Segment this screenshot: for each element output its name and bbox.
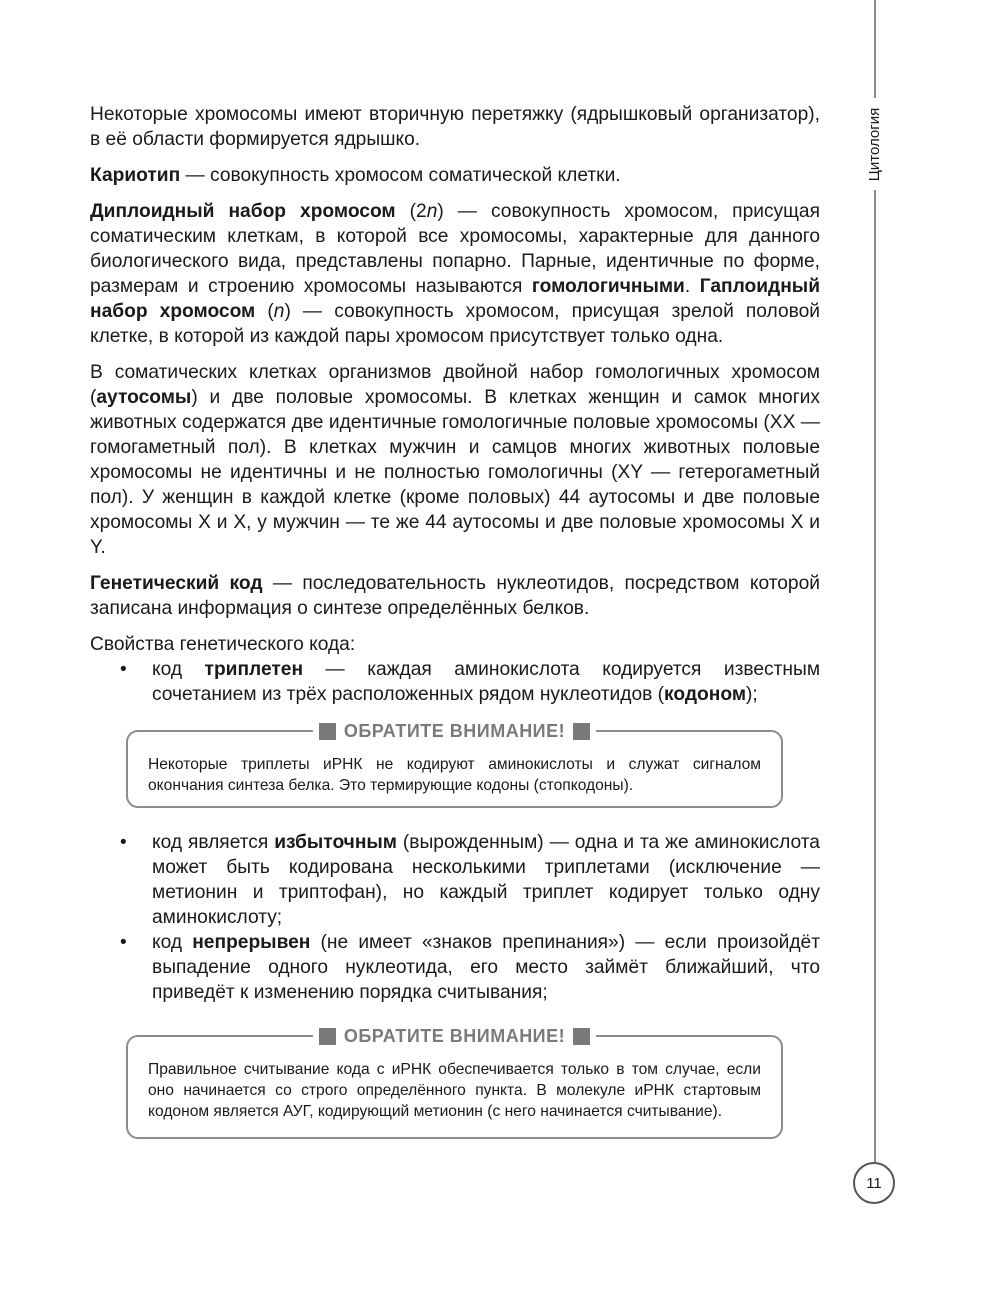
term-codon: кодоном (664, 684, 747, 705)
diploid-text-a: (2 (395, 201, 427, 222)
notice-square-icon (573, 723, 590, 740)
paragraph-diploid-haploid (90, 199, 820, 349)
term-redundant: избыточным (274, 832, 397, 853)
term-genetic-code: Генетический код (90, 573, 263, 594)
bullet-marker: • (120, 659, 127, 680)
paragraph-genetic-code (90, 571, 820, 621)
notice-box-start-codon (126, 1026, 783, 1139)
diploid-n-symbol: n (426, 201, 438, 222)
bullet-marker: • (120, 932, 127, 953)
term-triplet: триплетен (204, 659, 304, 680)
notice-title: ОБРАТИТЕ ВНИМАНИЕ! (343, 721, 566, 741)
bullet-marker: • (120, 832, 127, 853)
notice-box-stop-codons (126, 721, 783, 808)
notice-square-icon (573, 1028, 590, 1045)
paragraph-sex-chromosomes (90, 360, 820, 560)
redundant-text-a: код является (152, 832, 275, 853)
page-content (90, 102, 820, 1139)
paragraph-code-properties-intro: Свойства генетического кода: (90, 634, 356, 655)
continuous-text-a: код (152, 932, 193, 953)
term-karyotype: Кариотип (90, 165, 181, 186)
notice-title: ОБРАТИТЕ ВНИМАНИЕ! (343, 1026, 566, 1046)
triplet-text-b: — каждая аминокислота кодируется известным сочетанием из трёх расположенных рядом нуклеотидов ( (152, 659, 821, 705)
genetic-code-definition: — последовательность нуклеотидов, посредством которой записана информация о синтезе определённых белков. (90, 573, 820, 619)
paragraph-karyotype (90, 163, 820, 188)
list-item-triplet (90, 657, 820, 707)
page-number-badge (853, 1162, 895, 1204)
diploid-text-c: . (684, 276, 700, 297)
notice-text: Правильное считывание кода с иРНК обеспечивается только в том случае, если оно начинается со строго определённого пункта. В молекуле иРНК стартовым кодоном является АУГ, кодирующий метионин (с него начинается считывание). (148, 1061, 761, 1120)
section-side-label-text: Цитология (866, 107, 884, 181)
list-item-redundant (90, 830, 820, 930)
section-side-label (859, 98, 891, 190)
paragraph-nucleolus: Некоторые хромосомы имеют вторичную перетяжку (ядрышковый организатор), в её области формируется ядрышко. (90, 104, 820, 150)
diploid-text-b: ) — совокупность хромосом, присущая соматическим клеткам, в которой все хромосомы, характерные для данного биологического вида, представлены попарно. Парные, идентичные по форме, размерам и строению хромосомы называются (90, 201, 820, 297)
haploid-text-a: ( (255, 301, 274, 322)
triplet-text-a: код (152, 659, 205, 680)
redundant-text-b: (вырожденным) — одна и та же аминокислота может быть кодирована несколькими триплетами (исключение — метионин и триптофан), но каждый триплет кодирует только одну аминокислоту; (152, 832, 820, 928)
continuous-text-b: (не имеет «знаков препинания») — если произойдёт выпадение одного нуклеотида, его место займёт ближайший, что приведёт к изменению порядка считывания; (152, 932, 821, 1003)
notice-square-icon (319, 1028, 336, 1045)
list-item-continuous (90, 930, 820, 1005)
notice-header (128, 1024, 781, 1049)
term-homologous: гомологичными (531, 276, 685, 297)
sex-chromosomes-text-b: ) и две половые хромосомы. В клетках женщин и самок многих животных содержатся две идентичные гомологичные половые хромосомы (XX — гомогаметный пол). В клетках мужчин и самцов многих животных половые хромосомы не идентичны и не полностью гомологичны (XY — гетерогаметный пол). У женщин в каждой клетке (кроме половых) 44 аутосомы и две половые хромосомы X и X, у мужчин — те же 44 аутосомы и две половые хромосомы X и Y. (90, 387, 820, 558)
term-continuous: непрерывен (192, 932, 311, 953)
karyotype-definition: — совокупность хромосом соматической клетки. (180, 165, 621, 186)
sex-chromosomes-text-a: В соматических клетках организмов двойной набор гомологичных хромосом ( (90, 362, 820, 408)
triplet-text-c: ); (746, 684, 758, 705)
notice-header (128, 719, 781, 744)
term-autosomes: аутосомы (96, 387, 192, 408)
term-diploid: Диплоидный набор хромосом (90, 201, 396, 222)
page-number: 11 (866, 1174, 882, 1192)
haploid-n-symbol: n (273, 301, 285, 322)
notice-text: Некоторые триплеты иРНК не кодируют аминокислоты и служат сигналом окончания синтеза белка. Это термирующие кодоны (стопкодоны). (148, 756, 761, 794)
term-haploid: Гаплоидный набор хромосом (90, 276, 820, 322)
notice-square-icon (319, 723, 336, 740)
haploid-text-b: ) — совокупность хромосом, присущая зрелой половой клетке, в которой из каждой пары хромосом присутствует только одна. (90, 301, 820, 347)
